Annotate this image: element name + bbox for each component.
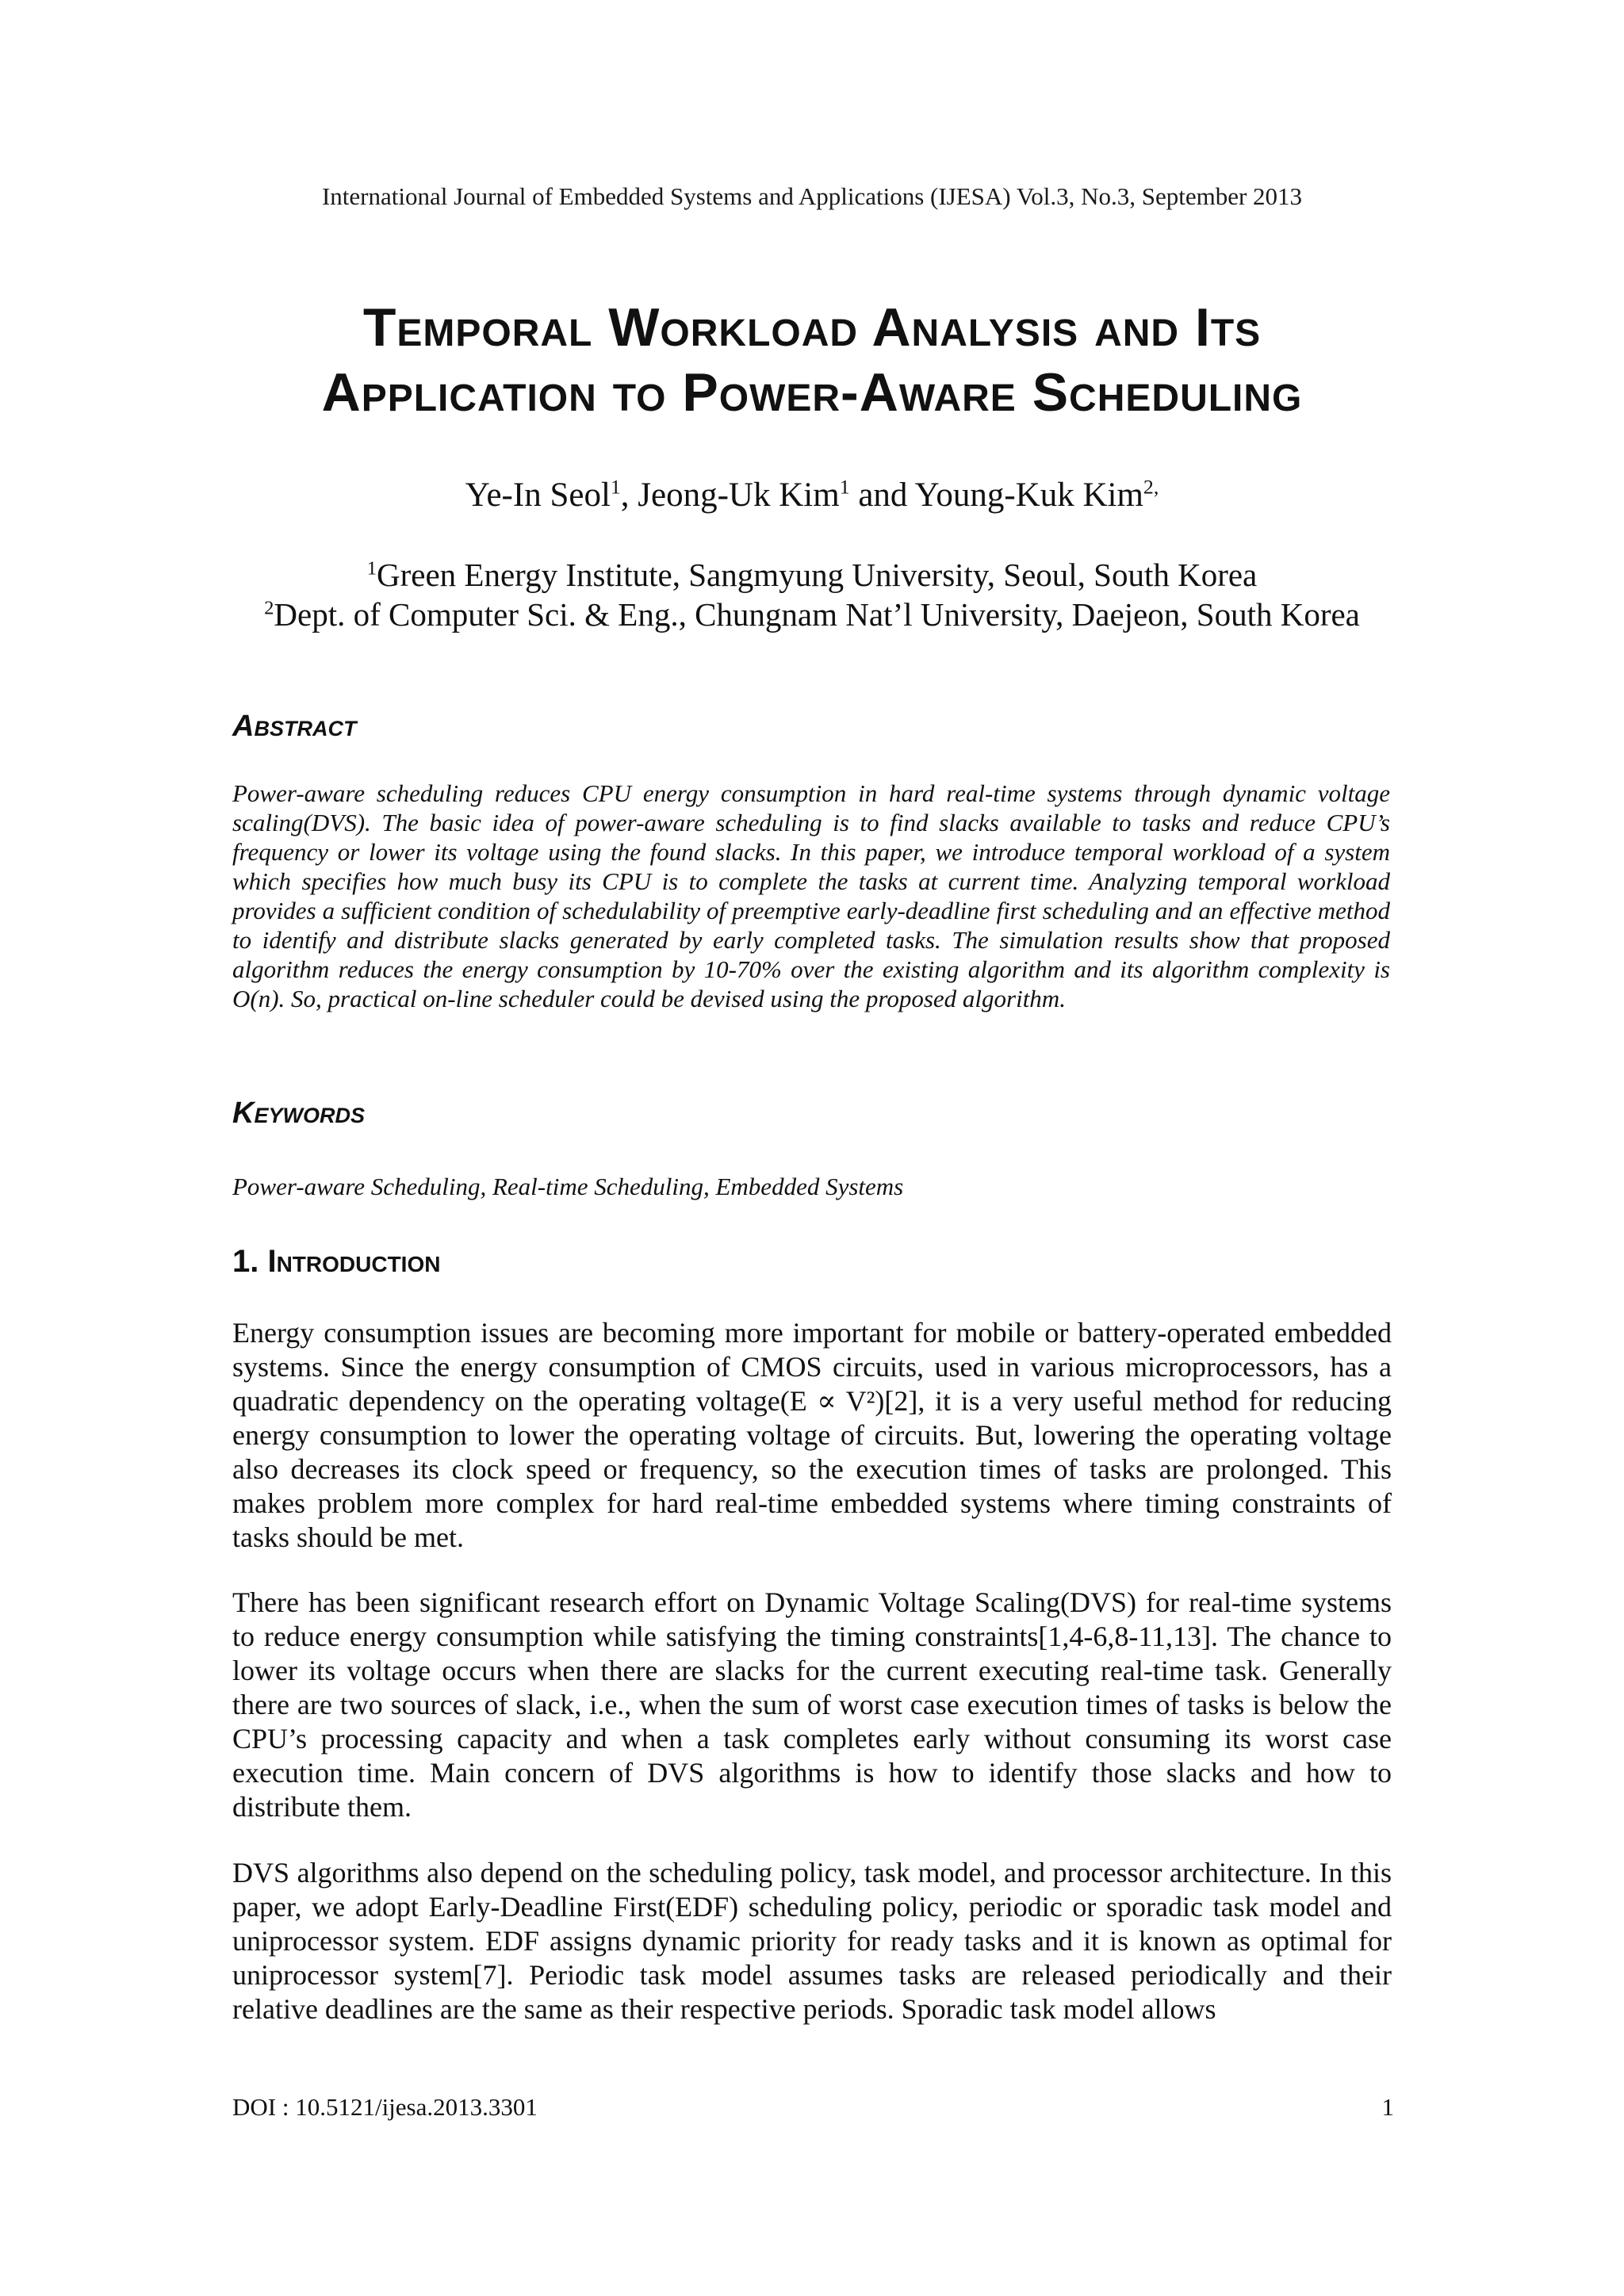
author-3-name: Young-Kuk Kim	[914, 476, 1143, 514]
footer-doi: DOI : 10.5121/ijesa.2013.3301	[232, 2093, 538, 2121]
paper-title	[0, 295, 1624, 425]
abstract-heading: Abstract	[232, 710, 357, 743]
keywords-text: Power-aware Scheduling, Real-time Scheduling, Embedded Systems	[232, 1173, 904, 1200]
abstract-text: Power-aware scheduling reduces CPU energy consumption in hard real-time systems through dynamic voltage scaling(DVS). The basic idea of power-aware scheduling is to find slacks available to tasks and reduce CPU’s frequency or lower its voltage using the found slacks. In this paper, we introduce temporal workload of a system which specifies how much busy its CPU is to complete the tasks at current time. Analyzing temporal workload provides a sufficient condition of schedulability of preemptive early-deadline first scheduling and an effective method to identify and distribute slacks generated by early completed tasks. The simulation results show that proposed algorithm reduces the energy consumption by 10-70% over the existing algorithm and its algorithm complexity is O(n). So, practical on-line scheduler could be devised using the proposed algorithm.	[232, 779, 1390, 1012]
author-separator-1: ,	[620, 476, 638, 514]
intro-paragraph-1: Energy consumption issues are becoming more important for mobile or battery-operated embedded systems. Since the energy consumption of CMOS circuits, used in various microprocessors, has a quadratic dependency on the operating voltage(E ∝ V²)[2], it is a very useful method for reducing energy consumption to lower the operating voltage of circuits. But, lowering the operating voltage also decreases its clock speed or frequency, so the execution times of tasks are prolonged. This makes problem more complex for hard real-time embedded systems where timing constraints of tasks should be met.	[232, 1317, 1392, 1553]
author-2-name: Jeong-Uk Kim	[638, 476, 840, 514]
affiliation-2-mark: 2	[264, 597, 274, 619]
running-header: International Journal of Embedded Systems and Applications (IJESA) Vol.3, No.3, September 2013	[321, 182, 1303, 210]
affiliation-2-text: Dept. of Computer Sci. & Eng., Chungnam Nat’l University, Daejeon, South Korea	[274, 596, 1360, 633]
affiliation-2	[0, 595, 1624, 634]
intro-paragraph-2: There has been significant research effort on Dynamic Voltage Scaling(DVS) for real-time systems to reduce energy consumption while satisfying the timing constraints[1,4-6,8-11,13]. The chance to lower its voltage occurs when there are slacks for the current executing real-time task. Generally there are two sources of slack, i.e., when the sum of worst case execution times of tasks is below the CPU’s processing capacity and when a task completes early without consuming its worst case execution time. Main concern of DVS algorithms is how to identify those slacks and how to distribute them.	[232, 1586, 1392, 1823]
author-1-affil-mark: 1	[610, 475, 621, 499]
introduction-heading: 1. Introduction	[232, 1244, 441, 1279]
title-line-2: Application to Power-Aware Scheduling	[321, 362, 1303, 423]
keywords-heading: Keywords	[232, 1096, 365, 1130]
intro-paragraph-3: DVS algorithms also depend on the scheduling policy, task model, and processor architecture. In this paper, we adopt Early-Deadline First(EDF) scheduling policy, periodic or sporadic task model and uniprocessor system. EDF assigns dynamic priority for ready tasks and it is known as optimal for uniprocessor system[7]. Periodic task model assumes tasks are released periodically and their relative deadlines are the same as their respective periods. Sporadic task model allows	[232, 1857, 1392, 2025]
affiliation-1-text: Green Energy Institute, Sangmyung University, Seoul, South Korea	[377, 557, 1258, 593]
author-1-name: Ye-In Seol	[465, 476, 611, 514]
affiliation-1	[0, 555, 1624, 595]
author-2-affil-mark: 1	[839, 475, 850, 499]
affiliation-list	[0, 555, 1624, 634]
author-3-affil-mark: 2,	[1143, 475, 1159, 499]
author-separator-2: and	[849, 476, 915, 514]
footer-page-number: 1	[1381, 2093, 1394, 2121]
title-line-1: Temporal Workload Analysis and Its	[362, 297, 1262, 358]
affiliation-1-mark: 1	[366, 557, 377, 580]
author-list	[0, 476, 1624, 515]
